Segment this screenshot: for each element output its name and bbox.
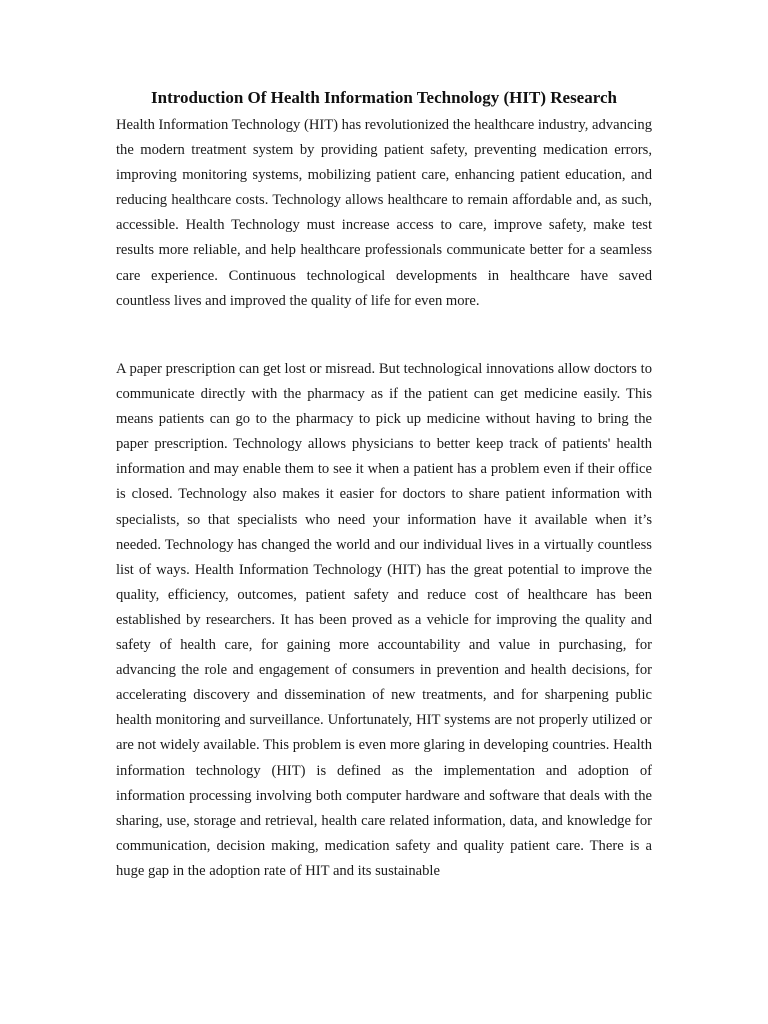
paragraph-prescription: A paper prescription can get lost or misread. But technological innovations allow doctors to communicate directly with the pharmacy as if the patient can get medicine easily. This means patients can go to the pharmacy to pick up medicine without having to bring the paper prescription. Technology allows physicians to better keep track of patients' health information and may enable them to see it when a patient has a problem even if their office is closed. Technology also makes it easier for doctors to share patient information with specialists, so that specialists who need your information have it available when it’s needed. Technology has changed the world and our individual lives in a virtually countless list of ways. Health Information Technology (HIT) has the great potential to improve the quality, efficiency, outcomes, patient safety and reduce cost of healthcare has been established by researchers. It has been proved as a vehicle for improving the quality and safety of health care, for gaining more accountability and value in purchasing, for advancing the role and engagement of consumers in prevention and health decisions, for accelerating discovery and dissemination of new treatments, and for sharpening public health monitoring and surveillance. Unfortunately, HIT systems are not properly utilized or are not widely available. This problem is even more glaring in developing countries. Health information technology (HIT) is defined as the implementation and adoption of information processing involving both computer hardware and software that deals with the sharing, use, storage and retrieval, health care related information, data, and knowledge for communication, decision making, medication safety and quality patient care. There is a huge gap in the adoption rate of HIT and its sustainable [116,361,652,879]
document-title: Introduction Of Health Information Technology (HIT) Research [151,88,617,107]
paragraph-intro: Health Information Technology (HIT) has revolutionized the healthcare industry, advancing the modern treatment system by providing patient safety, preventing medication errors, improving monitoring systems, mobilizing patient care, enhancing patient education, and reducing healthcare costs. Technology allows healthcare to remain affordable and, as such, accessible. Health Technology must increase access to care, improve safety, make test results more reliable, and help healthcare professionals communicate better for a seamless care experience. Continuous technological developments in healthcare have saved countless lives and improved the quality of life for even more. [116,117,652,309]
